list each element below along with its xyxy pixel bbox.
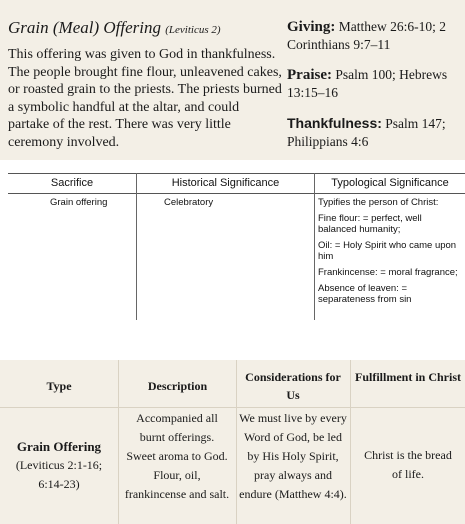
typological-item: Oil: = Holy Spirit who came upon him <box>318 240 457 262</box>
typological-item: Absence of leaven: = separateness from sin <box>318 283 412 305</box>
giving-scripture: Matthew 26:6-10; 2 Corinthians 9:7–11 <box>287 19 446 52</box>
typological-item: Frankincense: = moral fragrance; <box>318 267 458 278</box>
offering-summary-panel <box>0 0 465 160</box>
offering-title-text: Grain (Meal) Offering <box>8 18 161 37</box>
type-reference: (Leviticus 2:1-16; 6:14-23) <box>15 458 103 491</box>
cell-historical: Celebratory <box>164 197 214 208</box>
fulfillment-table <box>0 360 465 524</box>
cell-type <box>4 437 114 494</box>
table-top-border <box>8 173 465 174</box>
offering-title-reference: (Leviticus 2) <box>165 24 221 36</box>
cell-typological <box>318 197 462 310</box>
offering-description: This offering was given to God in thankfulness. The people brought fine flour, unleavened cakes, or roasted grain to the priests. The priests burned a symbolic handful at the altar, and could partake of the rest. There was very little ceremony involved. <box>8 47 282 150</box>
header-typological-significance: Typological Significance <box>331 177 449 189</box>
header-fulfillment: Fulfillment in Christ <box>354 370 461 384</box>
significance-table <box>8 173 465 321</box>
cell-description: Accompanied all burnt offerings. Sweet aroma to God. Flour, oil, frankincense and salt. <box>124 411 230 501</box>
table-header-border <box>0 407 465 408</box>
type-name: Grain Offering <box>16 439 102 454</box>
table-header-border <box>8 193 465 194</box>
header-description: Description <box>147 379 208 393</box>
column-divider <box>236 360 237 524</box>
header-sacrifice: Sacrifice <box>50 177 94 189</box>
header-type: Type <box>46 379 72 393</box>
praise-label: Praise: <box>287 67 332 83</box>
summary-right-column <box>287 18 463 163</box>
giving-label: Giving: <box>287 19 336 35</box>
header-considerations: Considerations for Us <box>245 370 341 402</box>
thankfulness-references <box>287 114 463 151</box>
summary-left-column <box>8 18 283 151</box>
praise-scripture: Psalm 100; Hebrews 13:15–16 <box>287 67 448 100</box>
thankfulness-label: Thankfulness: <box>287 115 382 131</box>
thankfulness-scripture: Psalm 147; Philippians 4:6 <box>287 116 446 149</box>
column-divider <box>136 173 137 320</box>
cell-fulfillment: Christ is the bread of life. <box>364 448 452 481</box>
cell-sacrifice: Grain offering <box>50 197 108 208</box>
typological-item: Fine flour: = perfect, well balanced humanity; <box>318 213 422 235</box>
offering-title <box>8 18 283 40</box>
praise-references <box>287 66 463 102</box>
header-historical-significance: Historical Significance <box>171 177 280 189</box>
column-divider <box>314 173 315 320</box>
giving-references <box>287 18 463 54</box>
typological-item: Typifies the person of Christ: <box>318 197 439 208</box>
cell-considerations: We must live by every Word of God, be led by His Holy Spirit, pray always and endure (Matthew 4:4). <box>239 411 347 501</box>
